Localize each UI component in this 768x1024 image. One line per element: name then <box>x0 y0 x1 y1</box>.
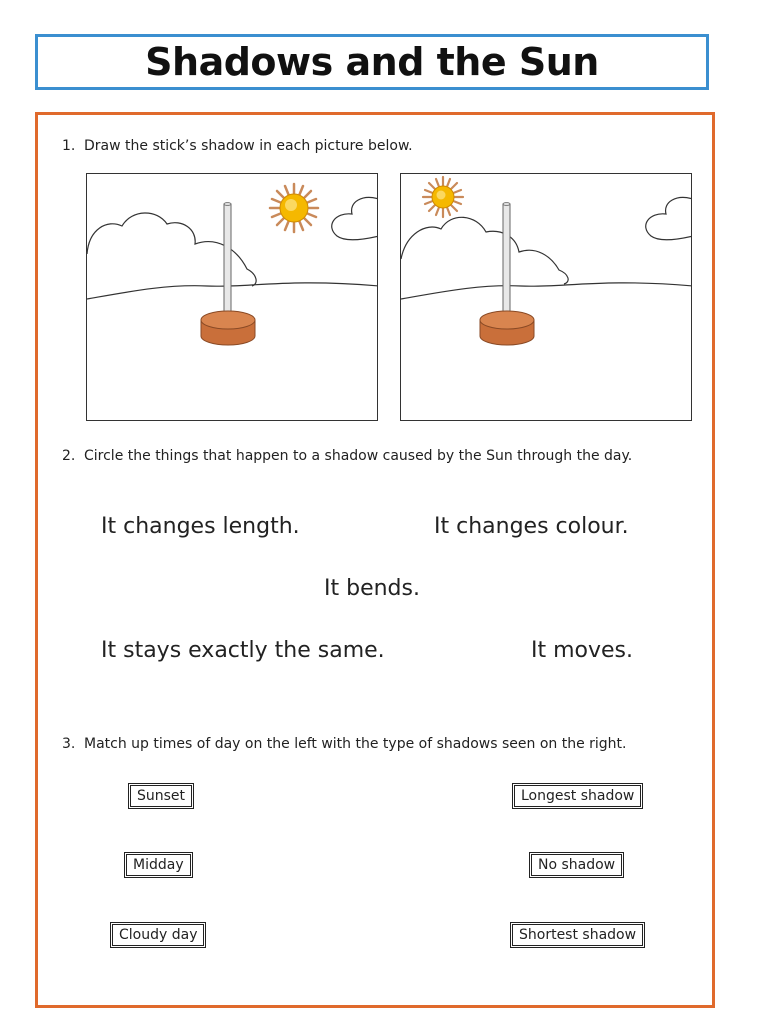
match-right-no-shadow[interactable]: No shadow <box>531 854 622 876</box>
stick-icon <box>480 203 534 345</box>
question-2 <box>62 448 632 464</box>
match-left-cloudy-day[interactable]: Cloudy day <box>112 924 204 946</box>
title-box <box>35 34 709 90</box>
match-right-longest-shadow[interactable]: Longest shadow <box>514 785 641 807</box>
picture-sun-right[interactable] <box>86 173 378 421</box>
match-left-sunset[interactable]: Sunset <box>130 785 192 807</box>
option-changes-colour[interactable]: It changes colour. <box>434 514 629 539</box>
question-2-number: 2. <box>62 448 76 464</box>
picture-sun-left[interactable] <box>400 173 692 421</box>
question-3-text: Match up times of day on the left with the type of shadows seen on the right. <box>84 736 627 752</box>
question-1-text: Draw the stick’s shadow in each picture below. <box>84 138 413 154</box>
option-moves[interactable]: It moves. <box>531 638 634 663</box>
page-title: Shadows and the Sun <box>145 40 599 84</box>
question-1 <box>62 138 413 154</box>
match-right-shortest-shadow[interactable]: Shortest shadow <box>512 924 643 946</box>
option-stays-same[interactable]: It stays exactly the same. <box>101 638 385 663</box>
sun-icon <box>423 177 463 217</box>
stick-icon <box>201 203 255 346</box>
match-left-midday[interactable]: Midday <box>126 854 191 876</box>
sun-icon <box>270 184 318 232</box>
question-1-number: 1. <box>62 138 76 154</box>
question-3 <box>62 736 626 752</box>
option-changes-length[interactable]: It changes length. <box>101 514 300 539</box>
question-3-number: 3. <box>62 736 76 752</box>
question-2-text: Circle the things that happen to a shadow caused by the Sun through the day. <box>84 448 633 464</box>
option-bends[interactable]: It bends. <box>324 576 420 601</box>
